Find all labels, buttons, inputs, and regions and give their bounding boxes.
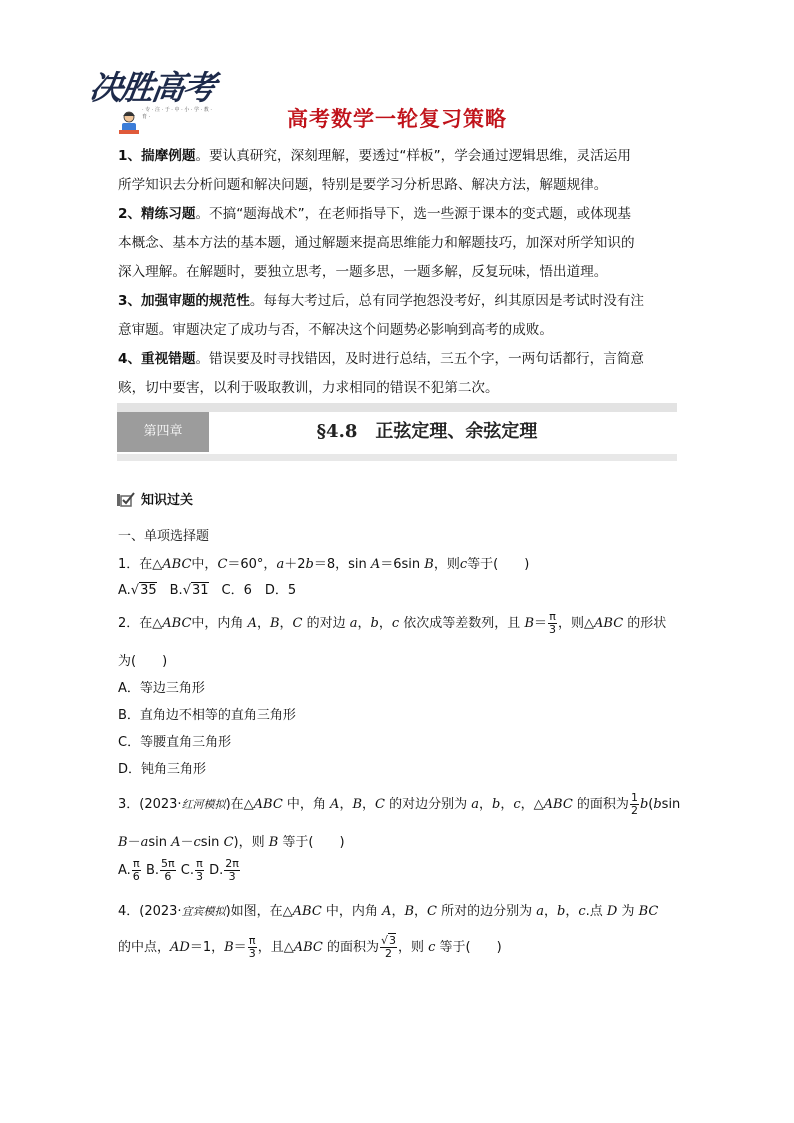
q3-var: c xyxy=(193,835,201,850)
q4-text: )如图，在△ xyxy=(225,904,293,919)
fraction-numerator: π xyxy=(196,857,203,870)
chapter-tab: 第四章 xyxy=(117,412,209,452)
banner-top-bar xyxy=(117,403,677,412)
q1-option-a-value: 35 xyxy=(140,583,157,598)
q2-var: A xyxy=(247,616,257,631)
q4-text: ， xyxy=(544,904,558,919)
q3-text: sin xyxy=(661,797,681,812)
q4-text: ，则 xyxy=(397,940,429,955)
q4-text: 中，内角 xyxy=(321,904,383,919)
strategy-heading: 2、精练习题 xyxy=(118,206,196,222)
question-4-stem xyxy=(118,900,658,919)
q4-text: 所对的边分别为 xyxy=(436,904,537,919)
q1-var: C xyxy=(217,557,228,572)
q3-text: － xyxy=(127,835,141,850)
q4-text: 的中点， xyxy=(118,940,171,955)
fraction-denominator: 6 xyxy=(164,870,172,883)
strategy-text: 本概念、基本方法的基本题，通过解题来提高思维能力和解题技巧，加深对所学知识的 xyxy=(118,235,635,251)
q2-text: 的对边 xyxy=(302,616,350,631)
sqrt-symbol: √ xyxy=(130,583,140,598)
q1-text: ＝8，sin xyxy=(313,557,371,572)
q2-var: a xyxy=(349,616,358,631)
q4-fraction-area xyxy=(380,935,397,960)
q4-var: AD xyxy=(170,940,190,955)
q4-fraction-pi xyxy=(248,935,257,960)
strategy-line xyxy=(118,345,680,374)
q2-text: ， xyxy=(279,616,293,631)
q1-option-label: A. xyxy=(118,583,131,598)
strategy-text: 。不搞“题海战术”，在老师指导下，选一些源于课本的变式题，或体现基 xyxy=(195,206,631,222)
q3-text: )在△ xyxy=(225,797,254,812)
chapter-banner xyxy=(117,403,677,461)
strategy-text: 所学知识去分析问题和解决问题，特别是要学习分析思路、解决方法，解题规律。 xyxy=(118,177,608,193)
q1-text: ＋2 xyxy=(284,557,306,572)
q4-text: 的面积为 xyxy=(322,940,379,955)
strategy-text: 。每每大考过后，总有同学抱怨没考好，纠其原因是考试时没有注 xyxy=(249,293,645,309)
q1-var: c xyxy=(459,557,468,572)
question-3-options xyxy=(118,858,241,883)
strategy-line xyxy=(118,200,680,229)
q4-text: 等于( ) xyxy=(435,940,502,955)
question-2-option-b: B．直角边不相等的直角三角形 xyxy=(118,708,296,723)
q3-var: ABC xyxy=(543,797,573,812)
q1-text: 中， xyxy=(191,557,218,572)
q1-text: ，则 xyxy=(433,557,460,572)
q4-var: ABC xyxy=(293,940,323,955)
q4-text: ＝ xyxy=(233,940,247,955)
q3-text: 3．(2023· xyxy=(118,797,182,812)
question-1-stem xyxy=(118,553,529,572)
q2-text: ，则△ xyxy=(558,616,595,631)
q4-text: ， xyxy=(565,904,579,919)
banner-bottom-bar xyxy=(117,454,677,461)
q3-var: A xyxy=(330,797,340,812)
q3-var: c xyxy=(513,797,521,812)
knowledge-heading-text: 知识过关 xyxy=(141,493,194,508)
q3-text: 等于( ) xyxy=(278,835,345,850)
q3-option-a xyxy=(132,858,141,883)
q3-option-label: C. xyxy=(180,863,194,878)
q2-text: 中，内角 xyxy=(191,616,248,631)
sqrt-radicand: 3 xyxy=(388,934,396,947)
q3-var: A xyxy=(171,835,181,850)
q3-text: ( xyxy=(648,797,654,812)
q3-fraction xyxy=(630,792,639,817)
section-title: §4.8 正弦定理、余弦定理 xyxy=(316,421,538,442)
question-3-stem-line2 xyxy=(118,831,345,850)
q3-var: B xyxy=(268,835,279,850)
q2-var: b xyxy=(370,616,379,631)
fraction-numerator: 1 xyxy=(630,791,638,804)
knowledge-heading xyxy=(117,489,193,508)
q2-fraction xyxy=(548,611,557,636)
q4-var: C xyxy=(427,904,437,919)
q1-text: 1．在△ xyxy=(118,557,163,572)
fraction-numerator: π xyxy=(549,610,556,623)
q1-text: ＝6sin xyxy=(380,557,425,572)
strategy-line xyxy=(118,171,680,200)
strategy-heading: 1、揣摩例题 xyxy=(118,148,196,164)
q3-var: ABC xyxy=(253,797,283,812)
q2-var: c xyxy=(391,616,400,631)
strategy-text: 。错误要及时寻找错因，及时进行总结，三五个字，一两句话都行，言简意 xyxy=(195,351,645,367)
q4-var: A xyxy=(382,904,392,919)
strategy-line xyxy=(118,287,680,316)
q4-var: ABC xyxy=(292,904,322,919)
q2-text: ， xyxy=(256,616,270,631)
q1-var: ABC xyxy=(162,557,192,572)
q2-var: C xyxy=(292,616,303,631)
q3-text: ， xyxy=(362,797,376,812)
fraction-numerator: π xyxy=(132,857,140,870)
q3-option-b xyxy=(160,858,176,883)
q3-option-label: D. xyxy=(209,863,224,878)
strategy-text: 深入理解。在解题时，要独立思考，一题多思，一题多解，反复玩味，悟出道理。 xyxy=(118,264,608,280)
q2-var: B xyxy=(269,616,280,631)
q3-text: 的对边分别为 xyxy=(384,797,472,812)
q1-var: b xyxy=(305,557,314,572)
logo-slogan: · 专 · 注 · 于 · 中 · 小 · 学 · 教 · 育 · xyxy=(142,107,212,120)
strategy-heading: 3、加强审题的规范性 xyxy=(118,293,250,309)
q2-var: ABC xyxy=(594,616,624,631)
q3-text: ，△ xyxy=(520,797,544,812)
q3-text: 中，角 xyxy=(282,797,331,812)
q3-text: ， xyxy=(339,797,353,812)
fraction-denominator: 2 xyxy=(384,947,392,960)
q3-var: b xyxy=(653,797,662,812)
q3-var: b xyxy=(492,797,501,812)
q4-text: .点 xyxy=(585,904,607,919)
q2-text: 2．在△ xyxy=(118,616,163,631)
fraction-numerator: √3 xyxy=(380,934,396,947)
q1-var: A xyxy=(370,557,381,572)
q4-source: 宜宾模拟 xyxy=(181,905,226,918)
question-2-option-d: D．钝角三角形 xyxy=(118,762,207,777)
q4-var: b xyxy=(557,904,566,919)
strategy-line xyxy=(118,229,680,258)
q4-var: D xyxy=(606,904,618,919)
q3-var: a xyxy=(471,797,480,812)
question-3-stem xyxy=(118,792,680,817)
q4-var: BC xyxy=(638,904,659,919)
q4-text: ， xyxy=(414,904,428,919)
q2-var: ABC xyxy=(162,616,192,631)
q1-var: B xyxy=(424,557,434,572)
q3-option-label: A. xyxy=(118,863,131,878)
q3-text: sin xyxy=(148,835,172,850)
q3-text: ， xyxy=(479,797,493,812)
q4-text: ＝1， xyxy=(189,940,225,955)
strategy-line xyxy=(118,316,680,345)
fraction-numerator: 5π xyxy=(161,857,175,870)
checkbox-check-icon xyxy=(117,492,135,507)
q4-var: a xyxy=(536,904,545,919)
q2-var: B xyxy=(524,616,534,631)
q1-option-cd: C．6 D．5 xyxy=(208,583,297,598)
strategy-section xyxy=(118,142,680,403)
strategy-heading: 4、重视错题 xyxy=(118,351,196,367)
question-2-option-c: C．等腰直角三角形 xyxy=(118,735,232,750)
question-2-stem xyxy=(118,611,666,636)
q3-var: C xyxy=(375,797,385,812)
q3-text: )，则 xyxy=(233,835,269,850)
question-1-options xyxy=(118,579,296,598)
q4-text: 为 xyxy=(617,904,639,919)
strategy-text: 。要认真研究，深刻理解，要透过“样板”，学会通过逻辑思维，灵活运用 xyxy=(195,148,631,164)
strategy-line xyxy=(118,142,680,171)
q2-text: ＝ xyxy=(534,616,548,631)
fraction-numerator: π xyxy=(248,934,256,947)
q4-var: c xyxy=(578,904,586,919)
q3-source: 红河模拟 xyxy=(181,798,226,811)
q1-text: ＝60°， xyxy=(227,557,277,572)
q3-var: B xyxy=(352,797,363,812)
fraction-denominator: 6 xyxy=(132,870,140,883)
fraction-numerator: 2π xyxy=(225,857,239,870)
q1-text: 等于( ) xyxy=(467,557,530,572)
fraction-denominator: 3 xyxy=(195,870,203,883)
q2-text: 的形状 xyxy=(623,616,667,631)
question-type-heading: 一、单项选择题 xyxy=(118,529,210,544)
q2-text: ， xyxy=(357,616,371,631)
q4-text: ，且△ xyxy=(257,940,294,955)
strategy-line xyxy=(118,374,680,403)
strategy-line xyxy=(118,258,680,287)
q1-option-label: B. xyxy=(156,583,183,598)
q3-var: a xyxy=(140,835,149,850)
sqrt-symbol: √ xyxy=(182,583,191,598)
q3-text: sin xyxy=(200,835,224,850)
q3-text: 的面积为 xyxy=(572,797,629,812)
question-2-stem-end: 为( ) xyxy=(118,654,168,669)
logo-text: 决胜高考 xyxy=(86,68,217,107)
q4-var: B xyxy=(224,940,234,955)
document-title: 高考数学一轮复习策略 xyxy=(287,107,507,131)
q2-text: 依次成等差数列，且 xyxy=(399,616,525,631)
strategy-text: 赅，切中要害，以利于吸取教训，力求相同的错误不犯第二次。 xyxy=(118,380,499,396)
q3-var: B xyxy=(118,835,128,850)
q2-text: ， xyxy=(378,616,392,631)
q3-text: － xyxy=(180,835,194,850)
q4-var: B xyxy=(404,904,415,919)
q3-var: b xyxy=(639,797,649,812)
fraction-denominator: 3 xyxy=(549,623,557,636)
question-2-option-a: A．等边三角形 xyxy=(118,681,205,696)
fraction-denominator: 2 xyxy=(630,804,638,817)
strategy-text: 意审题。审题决定了成功与否，不解决这个问题势必影响到高考的成败。 xyxy=(118,322,553,338)
q4-var: c xyxy=(428,940,436,955)
question-4-stem-line2 xyxy=(118,935,502,960)
fraction-denominator: 3 xyxy=(228,870,236,883)
q4-text: ， xyxy=(391,904,405,919)
q3-var: C xyxy=(223,835,234,850)
q3-option-label: B. xyxy=(145,863,159,878)
q4-text: 4．(2023· xyxy=(118,904,182,919)
q1-var: a xyxy=(276,557,285,572)
q3-option-c xyxy=(195,858,204,883)
q3-option-d xyxy=(224,858,240,883)
q3-text: ， xyxy=(500,797,514,812)
fraction-denominator: 3 xyxy=(248,947,256,960)
q1-option-b-value: 31 xyxy=(192,583,209,598)
